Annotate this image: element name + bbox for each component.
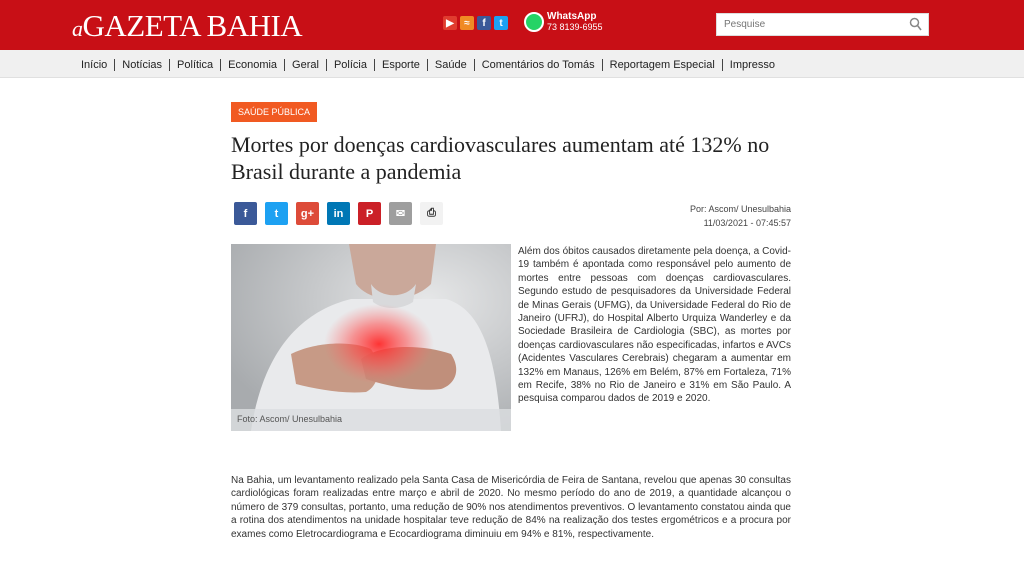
article-byline — [690, 202, 791, 230]
facebook-icon[interactable]: f — [477, 16, 491, 30]
site-logo[interactable] — [72, 8, 302, 44]
print-icon[interactable]: ⎙ — [420, 202, 443, 225]
whatsapp-icon — [524, 12, 544, 32]
main-nav — [0, 50, 1024, 78]
nav-item-comentarios[interactable]: Comentários do Tomás — [474, 59, 602, 71]
nav-item-politica[interactable]: Política — [169, 59, 220, 71]
nav-item-geral[interactable]: Geral — [284, 59, 326, 71]
nav-item-reportagem[interactable]: Reportagem Especial — [602, 59, 722, 71]
social-links — [443, 16, 508, 30]
youtube-icon[interactable]: ▶ — [443, 16, 457, 30]
logo-name: GAZETA BAHIA — [82, 8, 303, 43]
twitter-icon[interactable]: t — [494, 16, 508, 30]
category-badge[interactable]: SAÚDE PÚBLICA — [231, 102, 317, 122]
article-author: Por: Ascom/ Unesulbahia — [689, 204, 791, 214]
nav-item-saude[interactable]: Saúde — [427, 59, 474, 71]
email-share-icon[interactable]: ✉ — [389, 202, 412, 225]
nav-item-noticias[interactable]: Notícias — [114, 59, 169, 71]
photo-caption: Foto: Ascom/ Unesulbahia — [231, 409, 511, 431]
site-header — [0, 0, 1024, 50]
google-plus-share-icon[interactable]: g+ — [296, 202, 319, 225]
search-input[interactable] — [717, 14, 897, 35]
search-icon[interactable] — [909, 17, 922, 32]
whatsapp-number: 73 8139-6955 — [547, 22, 603, 32]
nav-item-esporte[interactable]: Esporte — [374, 59, 427, 71]
article-datetime: 11/03/2021 - 07:45:57 — [703, 218, 791, 228]
article-paragraph: Na Bahia, um levantamento realizado pela Santa Casa de Misericórdia de Feira de Santana, revelou que apenas 30 consultas cardiológicas foram realizadas entre março e abril de 2020. No mesmo período do ano de 2019, a quantidade alcançou o número de 379 consultas, portanto, uma redução de 90% nos atendimentos preventivos. O levantamento constatou ainda que a rotina dos atendimentos na unidade hospitalar teve redução de 84% na realização dos testes ergométricos e a procura por exames como Eletrocardiograma e Ecocardiograma diminuiu em 94% e 81%, respectivamente. — [231, 475, 791, 540]
logo-prefix: a — [72, 16, 83, 41]
article-lead: Além dos óbitos causados diretamente pela doença, a Covid-19 também é apontada como responsável pelo aumento de mortes entre pessoas com doenças cardiovasculares. Segundo estudo de pesquisadores da Universidade Federal de Minas Gerais (UFMG), da Universidade Federal do Rio de Janeiro (UFRJ), do Hospital Alberto Urquiza Wanderley e da Sociedade Brasileira de Cardiologia (SBC), as mortes por doenças cardiovasculares não especificadas, infartos e AVCs (Acidentes Vasculares Cerebrais) chegaram a aumentar em 132% em Manaus, 126% em Belém, 87% em Fortaleza, 71% em Recife, 38% no Rio de Janeiro e 31% em São Paulo. A pesquisa comparou dados de 2019 e 2020. — [518, 246, 791, 405]
article-photo[interactable] — [231, 244, 511, 431]
linkedin-share-icon[interactable]: in — [327, 202, 350, 225]
whatsapp-contact[interactable] — [524, 12, 603, 32]
nav-item-economia[interactable]: Economia — [220, 59, 284, 71]
whatsapp-label: WhatsApp — [547, 11, 597, 22]
rss-icon[interactable]: ≈ — [460, 16, 474, 30]
search-box — [716, 13, 929, 36]
share-buttons — [234, 202, 443, 225]
article-title: Mortes por doenças cardiovasculares aumentam até 132% no Brasil durante a pandemia — [231, 132, 770, 184]
pinterest-share-icon[interactable]: P — [358, 202, 381, 225]
nav-item-inicio[interactable]: Início — [81, 59, 108, 71]
facebook-share-icon[interactable]: f — [234, 202, 257, 225]
chest-pain-illustration — [231, 244, 511, 431]
nav-item-impresso[interactable]: Impresso — [722, 59, 782, 71]
nav-item-policia[interactable]: Polícia — [326, 59, 374, 71]
twitter-share-icon[interactable]: t — [265, 202, 288, 225]
